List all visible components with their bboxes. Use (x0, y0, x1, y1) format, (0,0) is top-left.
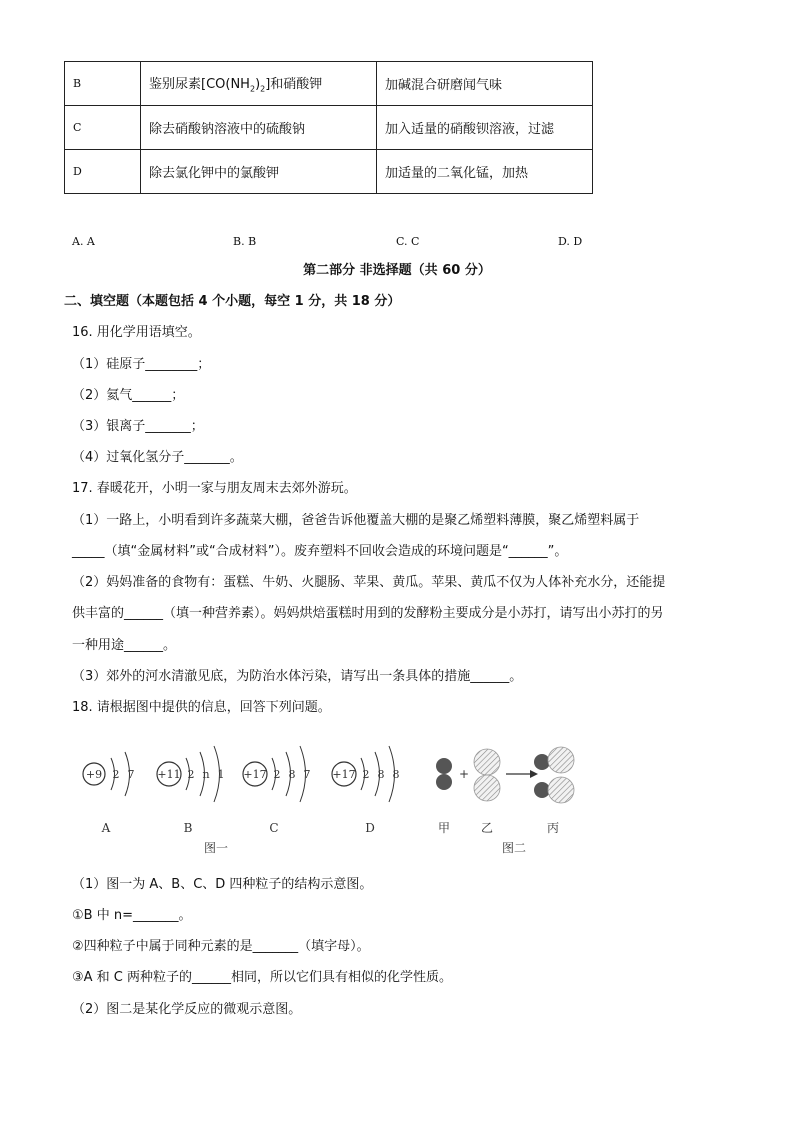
dark-atom (534, 782, 550, 798)
table-row (65, 106, 593, 150)
q17-part3: （3）郊外的河水清澈见底，为防治水体污染，请写出一条具体的措施______。 (72, 669, 523, 684)
atom-label: C (269, 821, 279, 835)
task-text: 鉴别尿素[CO(NH (149, 77, 250, 93)
q17-stem: 17. 春暖花开，小明一家与朋友周末去郊外游玩。 (72, 481, 357, 496)
q16-item: （3）银离子_______； (72, 419, 204, 434)
figure-one-caption: 图一 (203, 841, 229, 855)
shell-electrons: 8 (392, 768, 400, 781)
figure-two-caption: 图二 (501, 841, 527, 855)
product-label: 丙 (546, 821, 560, 835)
plus-sign: + (458, 767, 470, 781)
table-row (65, 150, 593, 194)
atom-d-diagram (332, 746, 400, 835)
row-letter: C (65, 106, 141, 150)
reactant-label: 乙 (480, 821, 494, 835)
atom-a-diagram (83, 752, 135, 835)
shell-electrons: 2 (112, 768, 120, 781)
dark-atom (534, 754, 550, 770)
shell-electrons: 2 (187, 768, 195, 781)
q16-item: （4）过氧化氢分子_______。 (72, 450, 243, 465)
q17-part1: （1）一路上，小明看到许多蔬菜大棚，爸爸告诉他覆盖大棚的是聚乙烯塑料薄膜，聚乙烯塑料属于 (72, 513, 640, 528)
answer-choices (72, 235, 612, 251)
row-task: 除去硝酸钠溶液中的硫酸钠 (141, 106, 377, 150)
q18-sub1-b: ②四种粒子中属于同种元素的是_______（填字母）。 (72, 939, 370, 954)
q16-item: （2）氦气______； (72, 388, 185, 403)
task-text: ) (255, 77, 261, 93)
atom-b-diagram (157, 746, 225, 835)
hatched-atom (548, 777, 574, 803)
q17-part2: 供丰富的______（填一种营养素）。妈妈烘焙蛋糕时用到的发酵粉主要成分是小苏打，请写出小苏打的另 (72, 606, 664, 621)
task-text: ]和硝酸钾 (265, 77, 323, 93)
options-table (64, 61, 593, 194)
dark-atom (436, 758, 452, 774)
q17-part1: _____（填“金属材料”或“合成材料”）。废弃塑料不回收会造成的环境问题是“______”。 (72, 544, 568, 559)
part2-heading: 二、填空题（本题包括 4 个小题，每空 1 分，共 18 分） (64, 294, 401, 309)
row-method: 加碱混合研磨闻气味 (377, 62, 593, 106)
choice-d[interactable]: D. D (558, 235, 583, 248)
subscript: 2 (260, 84, 266, 94)
q18-stem: 18. 请根据图中提供的信息，回答下列问题。 (72, 700, 331, 715)
hatched-atom (548, 747, 574, 773)
structure-diagrams (78, 740, 598, 860)
q18-sub1-c: ③A 和 C 两种粒子的______相同，所以它们具有相似的化学性质。 (72, 970, 453, 985)
atom-c-diagram (243, 746, 311, 835)
shell-electrons: 2 (362, 768, 370, 781)
q16-stem: 16. 用化学用语填空。 (72, 325, 201, 340)
reactant-label: 甲 (437, 821, 451, 835)
shell-electrons: 1 (217, 768, 225, 781)
row-method: 加适量的二氧化锰，加热 (377, 150, 593, 194)
shell-electrons: 2 (273, 768, 281, 781)
nucleus-charge: +17 (332, 768, 356, 781)
nucleus-charge: +9 (85, 768, 103, 781)
q16-item: （1）硅原子________； (72, 357, 211, 372)
atom-label: D (365, 821, 375, 835)
table-row (65, 62, 593, 106)
shell-electrons: n (202, 768, 210, 781)
shell-electrons: 8 (377, 768, 385, 781)
shell-electrons: 7 (127, 768, 135, 781)
shell-electrons: 8 (288, 768, 296, 781)
nucleus-charge: +17 (243, 768, 267, 781)
row-letter: B (65, 62, 141, 106)
q18-sub1: （1）图一为 A、B、C、D 四种粒子的结构示意图。 (72, 877, 373, 892)
dark-atom (436, 774, 452, 790)
row-method: 加入适量的硝酸钡溶液，过滤 (377, 106, 593, 150)
section-title: 第二部分 非选择题（共 60 分） (303, 263, 491, 278)
choice-b[interactable]: B. B (233, 235, 257, 248)
q18-sub2: （2）图二是某化学反应的微观示意图。 (72, 1002, 302, 1017)
row-letter: D (65, 150, 141, 194)
nucleus-charge: +11 (157, 768, 181, 781)
q17-part2: 一种用途______。 (72, 638, 177, 653)
shell-electrons: 7 (303, 768, 311, 781)
subscript: 2 (249, 84, 256, 94)
choice-c[interactable]: C. C (396, 235, 420, 248)
choice-a[interactable]: A. A (72, 235, 95, 248)
q17-part2: （2）妈妈准备的食物有：蛋糕、牛奶、火腿肠、苹果、黄瓜。苹果、黄瓜不仅为人体补充水分，还能提 (72, 575, 666, 590)
atom-label: A (101, 821, 111, 835)
atom-label: B (183, 821, 193, 835)
row-task (141, 62, 377, 106)
arrow-head-icon (530, 770, 538, 778)
row-task: 除去氯化钾中的氯酸钾 (141, 150, 377, 194)
q18-sub1-a: ①B 中 n=_______。 (72, 908, 192, 923)
reaction-diagram (436, 747, 574, 855)
hatched-atom (474, 775, 500, 801)
hatched-atom (474, 749, 500, 775)
